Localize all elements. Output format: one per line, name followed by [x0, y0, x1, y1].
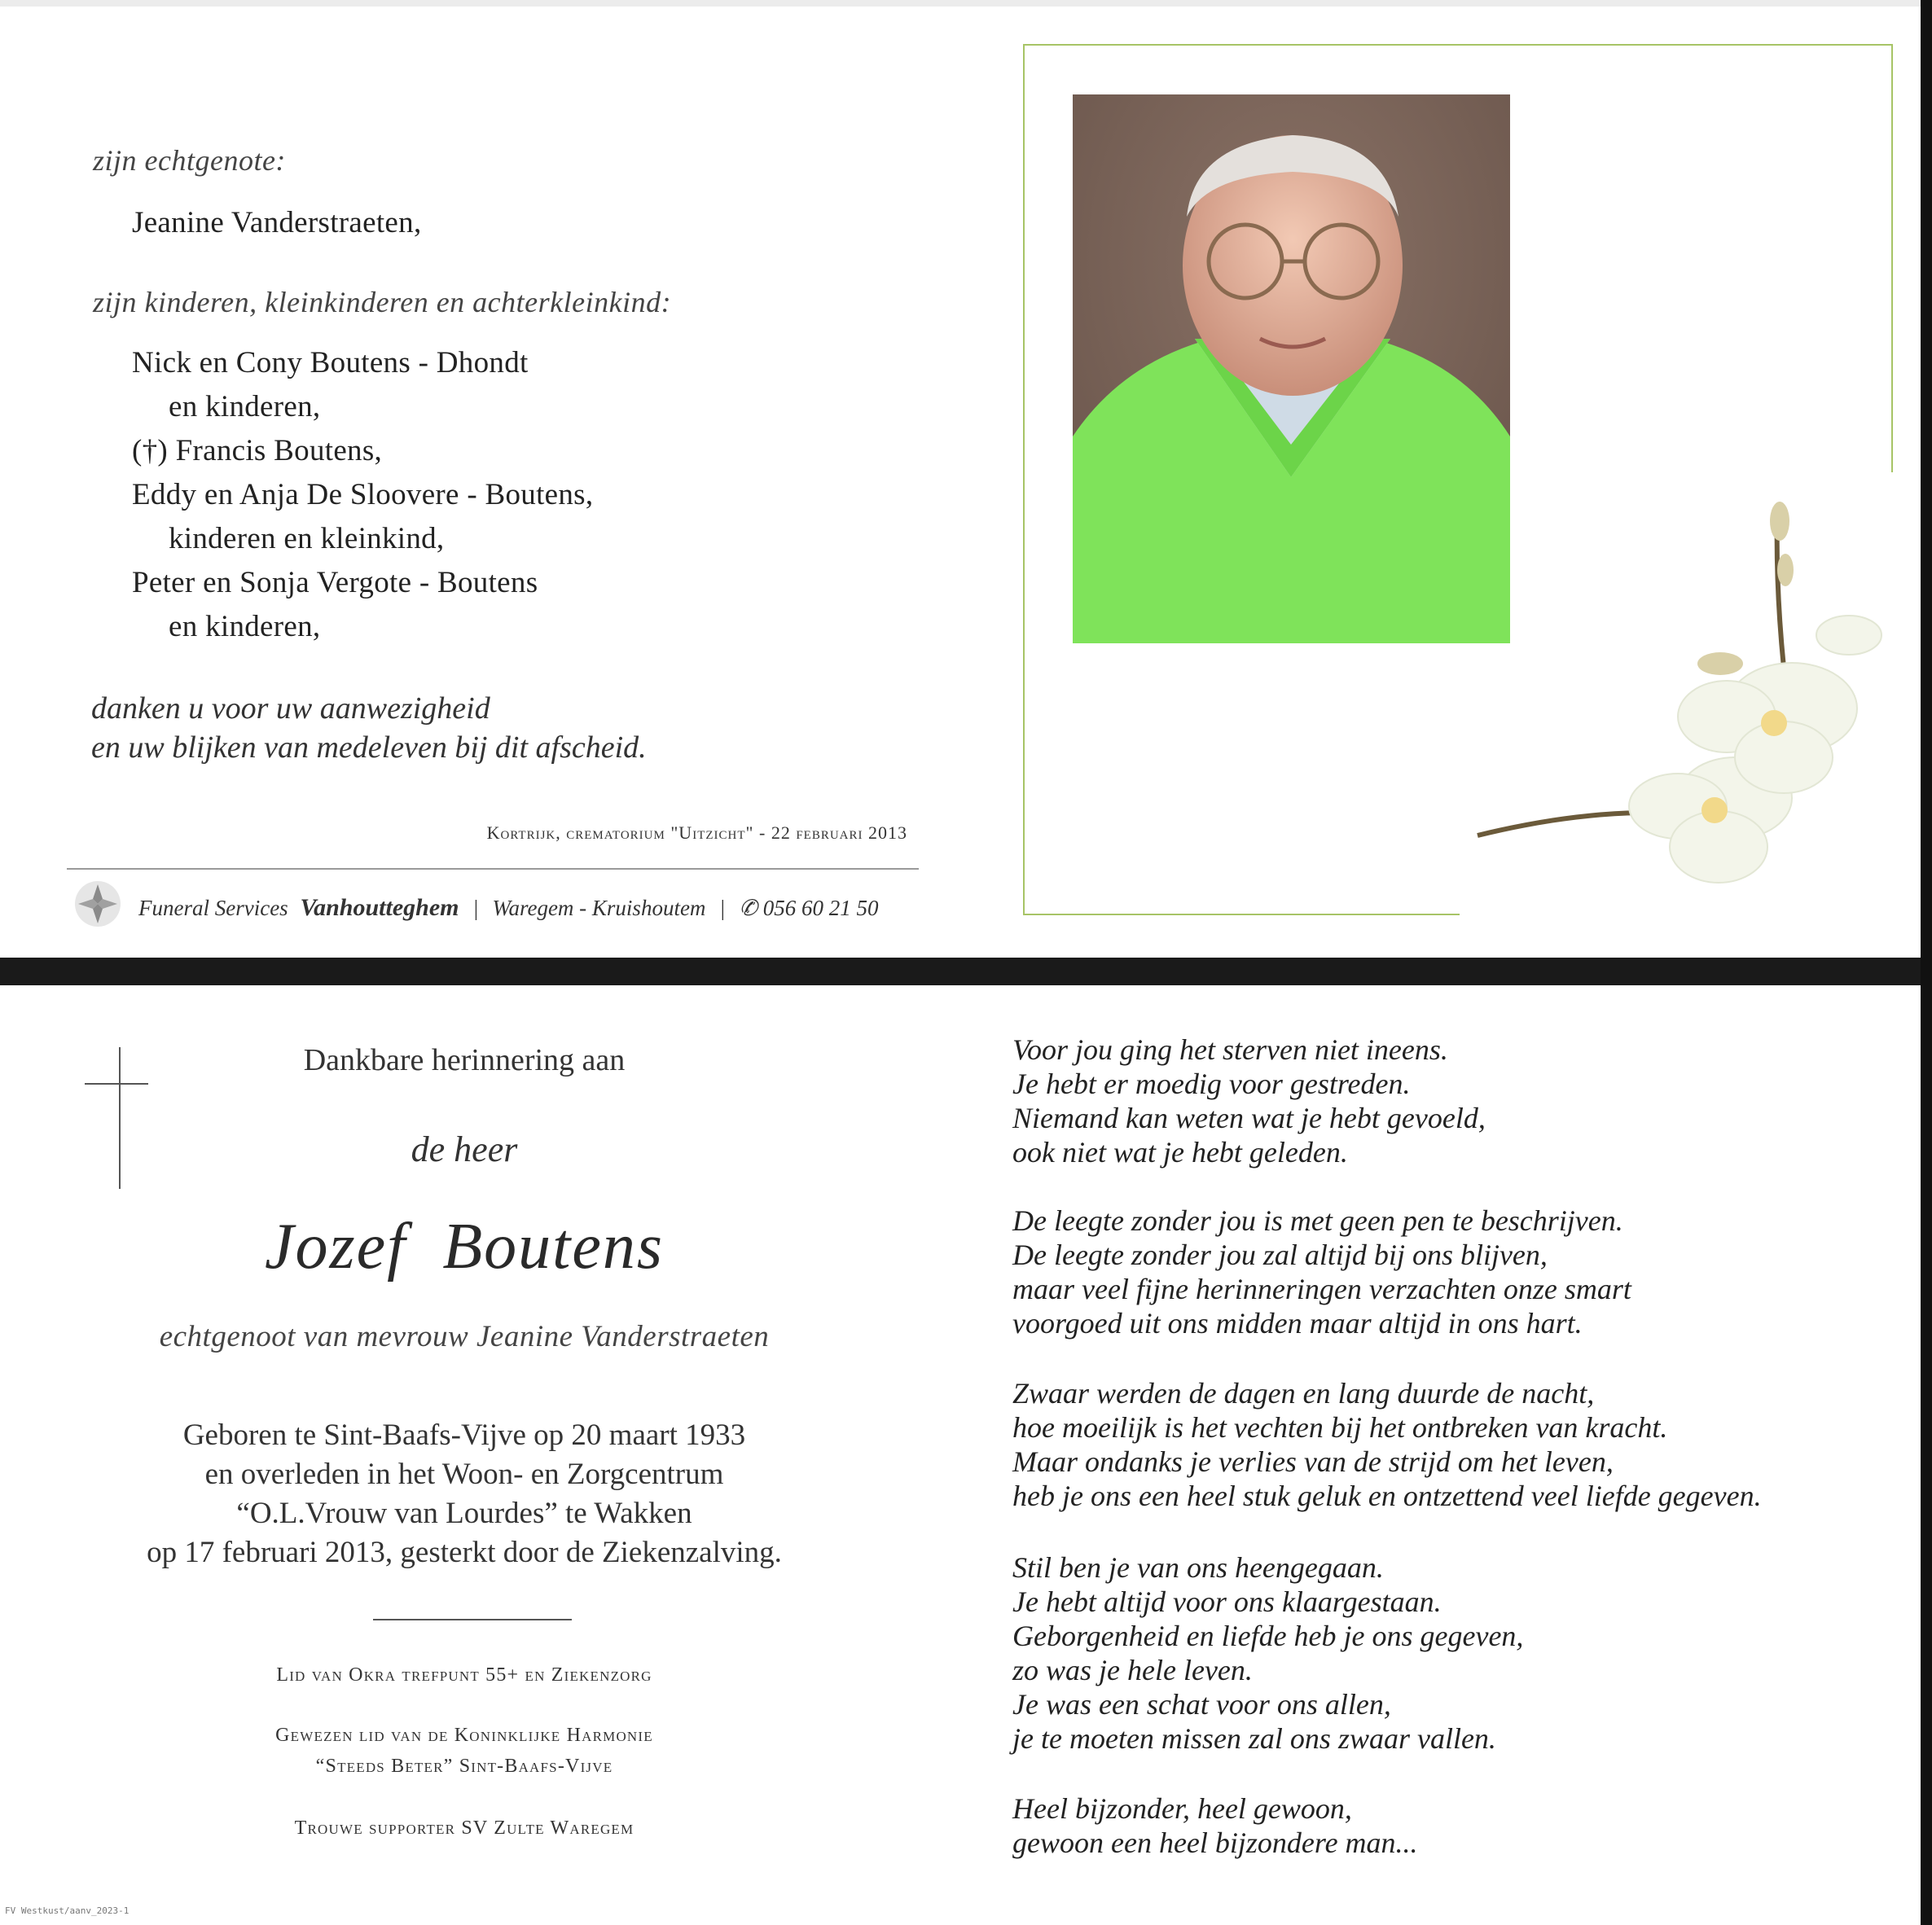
- poem-line: heb je ons een heel stuk geluk en ontzettend veel liefde gegeven.: [1012, 1480, 1762, 1512]
- scan-right-edge: [1921, 0, 1932, 1925]
- poem-line: Zwaar werden de dagen en lang duurde de nacht,: [1012, 1377, 1595, 1410]
- place-date: Kortrijk, crematorium "Uitzicht" - 22 februari 2013: [486, 822, 907, 843]
- photo-frame-left: [1023, 44, 1025, 915]
- thanks-line-2: en uw blijken van medeleven bij dit afscheid.: [91, 730, 647, 765]
- poem-line: De leegte zonder jou zal altijd bij ons blijven,: [1012, 1239, 1548, 1271]
- spouse-name: Jeanine Vanderstraeten,: [132, 206, 422, 239]
- family-line: (†) Francis Boutens,: [132, 434, 383, 467]
- membership-line: “Steeds Beter” Sint-Baafs-Vijve: [315, 1756, 613, 1777]
- photo-frame-top: [1023, 44, 1893, 46]
- separator: |: [719, 896, 726, 920]
- poem-stanza-1: [1012, 1033, 1486, 1169]
- separator: |: [472, 896, 479, 920]
- family-line: en kinderen,: [169, 610, 321, 643]
- intro-text: Dankbare herinnering aan: [303, 1043, 626, 1077]
- family-line: en kinderen,: [169, 390, 321, 423]
- poem-line: Maar ondanks je verlies van de strijd om het leven,: [1012, 1445, 1614, 1478]
- family-line: Eddy en Anja De Sloovere - Boutens,: [132, 478, 594, 511]
- poem-line: voorgoed uit ons midden maar altijd in ons hart.: [1012, 1307, 1583, 1340]
- family-line: Nick en Cony Boutens - Dhondt: [132, 346, 529, 379]
- poem-line: Je hebt er moedig voor gestreden.: [1012, 1068, 1411, 1100]
- poem-line: Niemand kan weten wat je hebt gevoeld,: [1012, 1102, 1486, 1134]
- title-text: de heer: [411, 1129, 518, 1169]
- poem-stanza-3: [1012, 1376, 1762, 1513]
- card-divider: [0, 958, 1921, 985]
- membership-line: Gewezen lid van de Koninklijke Harmonie: [275, 1725, 653, 1746]
- scan-top-edge: [0, 0, 1921, 7]
- poem-line: maar veel fijne herinneringen verzachten onze smart: [1012, 1273, 1631, 1305]
- bio-line: op 17 februari 2013, gesterkt door de Ziekenzalving.: [147, 1536, 782, 1569]
- deceased-name: Jozef Boutens: [264, 1211, 665, 1283]
- portrait-photo: [1073, 94, 1510, 643]
- funeral-services-label: Funeral Services: [138, 896, 288, 920]
- poem-line: zo was je hele leven.: [1012, 1654, 1253, 1686]
- poem-line: hoe moeilijk is het vechten bij het ontbreken van kracht.: [1012, 1411, 1668, 1444]
- poem-line: Voor jou ging het sterven niet ineens.: [1012, 1033, 1448, 1066]
- membership-line: Lid van Okra trefpunt 55+ en Ziekenzorg: [276, 1664, 652, 1686]
- orchid-decoration-icon: [1466, 489, 1890, 896]
- family-line: kinderen en kleinkind,: [169, 522, 445, 555]
- poem-line: Je was een schat voor ons allen,: [1012, 1688, 1391, 1721]
- thanks-line-1: danken u voor uw aanwezigheid: [91, 691, 490, 726]
- poem-line: Heel bijzonder, heel gewoon,: [1012, 1792, 1352, 1825]
- bio-line: Geboren te Sint-Baafs-Vijve op 20 maart 1933: [182, 1419, 746, 1452]
- cross-icon-horizontal: [85, 1083, 148, 1085]
- photo-frame-right: [1891, 44, 1893, 472]
- spouse-label: zijn echtgenote:: [93, 144, 286, 177]
- spouse-line: echtgenoot van mevrouw Jeanine Vanderstraeten: [159, 1320, 770, 1353]
- poem-line: ook niet wat je hebt geleden.: [1012, 1136, 1348, 1169]
- funeral-services-logo-icon: [73, 879, 122, 928]
- funeral-services-line: [138, 894, 878, 922]
- poem-stanza-5: [1012, 1791, 1418, 1860]
- bio-divider: [373, 1619, 572, 1620]
- funeral-phone: ✆ 056 60 21 50: [739, 896, 879, 920]
- footer-rule: [67, 868, 919, 870]
- funeral-location: Waregem - Kruishoutem: [492, 896, 706, 920]
- poem-line: Geborgenheid en liefde heb je ons gegeven,: [1012, 1620, 1524, 1652]
- bio-line: “O.L.Vrouw van Lourdes” te Wakken: [236, 1497, 692, 1530]
- poem-stanza-2: [1012, 1204, 1631, 1340]
- family-label: zijn kinderen, kleinkinderen en achterkleinkind:: [93, 286, 672, 318]
- poem-line: gewoon een heel bijzondere man...: [1012, 1826, 1418, 1859]
- poem-line: je te moeten missen zal ons zwaar vallen.: [1012, 1722, 1496, 1755]
- poem-line: Je hebt altijd voor ons klaargestaan.: [1012, 1585, 1442, 1618]
- funeral-company: Vanhoutteghem: [300, 894, 459, 921]
- poem-stanza-4: [1012, 1550, 1523, 1756]
- photo-frame-bottom: [1023, 914, 1460, 915]
- family-line: Peter en Sonja Vergote - Boutens: [132, 566, 538, 599]
- poem-line: De leegte zonder jou is met geen pen te beschrijven.: [1012, 1204, 1623, 1237]
- bio-line: en overleden in het Woon- en Zorgcentrum: [204, 1458, 724, 1491]
- poem-line: Stil ben je van ons heengegaan.: [1012, 1551, 1384, 1584]
- scan-stamp: FV Westkust/aanv_2023-1: [5, 1905, 130, 1916]
- membership-line: Trouwe supporter SV Zulte Waregem: [294, 1818, 634, 1839]
